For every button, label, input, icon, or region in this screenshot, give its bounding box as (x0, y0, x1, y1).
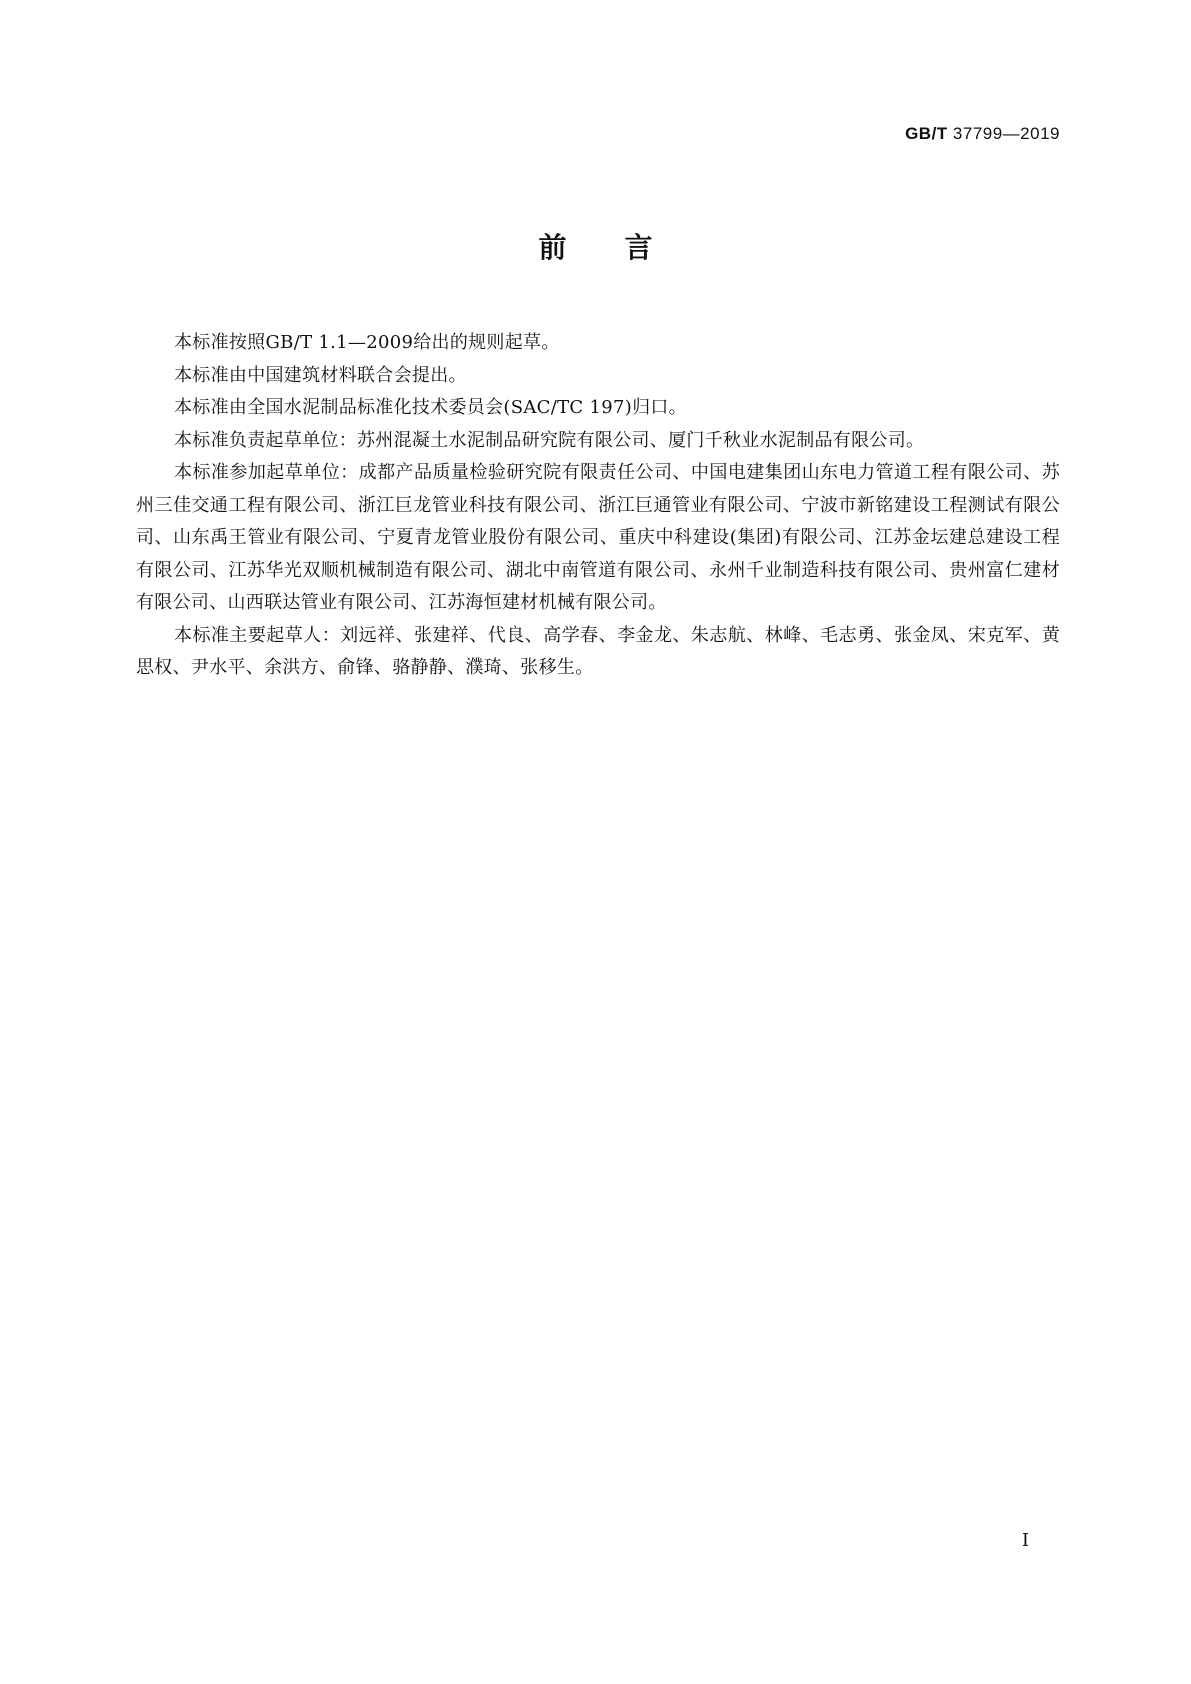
foreword-body (136, 327, 1060, 685)
page-title: 前言 (538, 231, 711, 264)
paragraph-drafting-rules: 本标准按照GB/T 1.1—2009给出的规则起草。 (174, 332, 560, 353)
paragraph-participating-drafters: 本标准参加起草单位：成都产品质量检验研究院有限责任公司、中国电建集团山东电力管道工程有限公司、苏州三佳交通工程有限公司、浙江巨龙管业科技有限公司、浙江巨通管业有限公司、宁波市新铭建设工程测试有限公司、山东禹王管业有限公司、宁夏青龙管业股份有限公司、重庆中科建设(集团)有限公司、江苏金坛建总建设工程有限公司、江苏华光双顺机械制造有限公司、湖北中南管道有限公司、永州千业制造科技有限公司、贵州富仁建材有限公司、山西联达管业有限公司、江苏海恒建材机械有限公司。 (136, 462, 1060, 613)
standard-code (905, 124, 1060, 144)
paragraph-responsible-drafters: 本标准负责起草单位：苏州混凝土水泥制品研究院有限公司、厦门千秋业水泥制品有限公司。 (174, 429, 925, 451)
page-number: I (1021, 1530, 1029, 1551)
paragraph-centralized-unit: 本标准由全国水泥制品标准化技术委员会(SAC/TC 197)归口。 (174, 397, 687, 418)
standard-code-prefix: GB/T (905, 124, 948, 143)
paragraph-proposer: 本标准由中国建筑材料联合会提出。 (174, 364, 467, 386)
standard-code-number: 37799—2019 (952, 124, 1060, 143)
paragraph-main-drafters: 本标准主要起草人：刘远祥、张建祥、代良、高学春、李金龙、朱志航、林峰、毛志勇、张金凤、宋克军、黄思权、尹水平、余洪方、俞锋、骆静静、濮琦、张移生。 (136, 624, 1060, 678)
